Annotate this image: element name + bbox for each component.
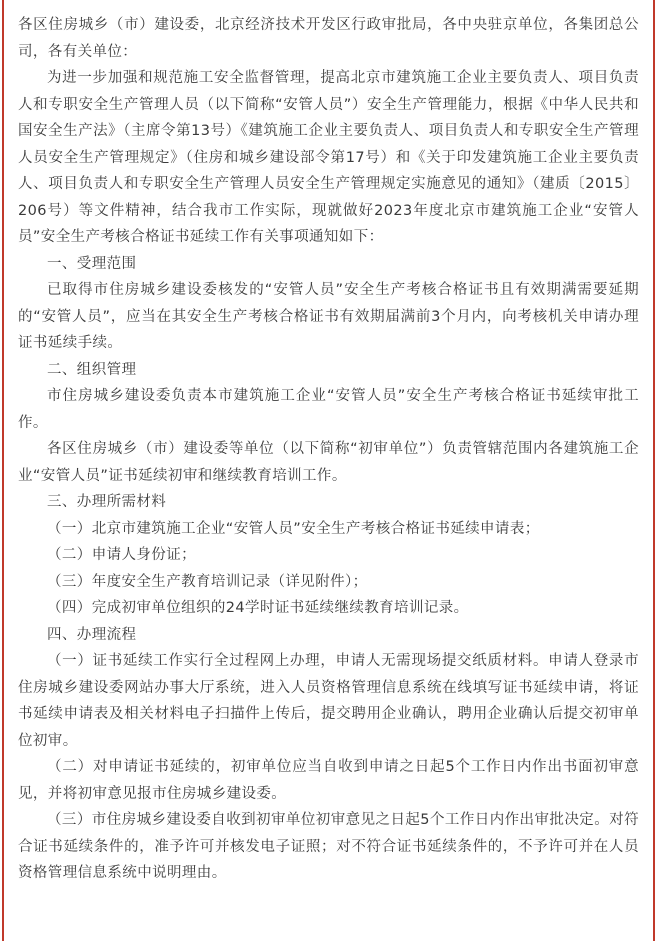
- materials-item: （三）年度安全生产教育培训记录（详见附件）；: [47, 573, 368, 590]
- section-heading-management: 二、组织管理: [47, 361, 137, 378]
- section-heading-process: 四、办理流程: [47, 626, 137, 643]
- scope-paragraph: 已取得市住房城乡建设委核发的“安管人员”安全生产考核合格证书且有效期满需要延期的“安管人员”，应当在其安全生产考核合格证书有效期届满前3个月内，向考核机关申请办理证书延续手续。: [18, 282, 639, 351]
- process-item: （一）证书延续工作实行全过程网上办理，申请人无需现场提交纸质材料。申请人登录市住房城乡建设委网站办事大厅系统，进入人员资格管理信息系统在线填写证书延续申请，将证书延续申请表及相关材料电子扫描件上传后，提交聘用企业确认，聘用企业确认后提交初审单位初审。: [18, 653, 639, 749]
- salutation: 各区住房城乡（市）建设委，北京经济技术开发区行政审批局，各中央驻京单位，各集团总公司，各有关单位：: [18, 17, 639, 60]
- notice-body: [4, 0, 653, 887]
- materials-item: （一）北京市建筑施工企业“安管人员”安全生产考核合格证书延续申请表；: [47, 520, 540, 537]
- process-item: （二）对申请证书延续的，初审单位应当自收到申请之日起5个工作日内作出书面初审意见，并将初审意见报市住房城乡建设委。: [18, 759, 639, 802]
- materials-item: （四）完成初审单位组织的24学时证书延续继续教育培训记录。: [47, 600, 469, 616]
- process-item: （三）市住房城乡建设委自收到初审单位初审意见之日起5个工作日内作出审批决定。对符合证书延续条件的，准予许可并核发电子证照；对不符合证书延续条件的，不予许可并在人员资格管理信息系统中说明理由。: [18, 812, 639, 881]
- section-heading-scope: 一、受理范围: [47, 255, 137, 272]
- article-frame: [2, 0, 655, 941]
- section-heading-materials: 三、办理所需材料: [47, 494, 167, 510]
- management-paragraph-1: 市住房城乡建设委负责本市建筑施工企业“安管人员”安全生产考核合格证书延续审批工作。: [18, 388, 639, 431]
- intro-paragraph: 为进一步加强和规范施工安全监督管理，提高北京市建筑施工企业主要负责人、项目负责人和专职安全生产管理人员（以下简称“安管人员”）安全生产管理能力，根据《中华人民共和国安全生产法》（主席令第13号）《建筑施工企业主要负责人、项目负责人和专职安全生产管理人员安全生产管理规定》（住房和城乡建设部令第17号）和《关于印发建筑施工企业主要负责人、项目负责人和专职安全生产管理人员安全生产管理规定实施意见的通知》（建质〔2015〕206号）等文件精神，结合我市工作实际，现就做好2023年度北京市建筑施工企业“安管人员”安全生产考核合格证书延续工作有关事项通知如下：: [18, 70, 639, 245]
- management-paragraph-2: 各区住房城乡（市）建设委等单位（以下简称“初审单位”）负责管辖范围内各建筑施工企业“安管人员”证书延续初审和继续教育培训工作。: [18, 441, 639, 484]
- materials-item: （二）申请人身份证；: [47, 547, 196, 563]
